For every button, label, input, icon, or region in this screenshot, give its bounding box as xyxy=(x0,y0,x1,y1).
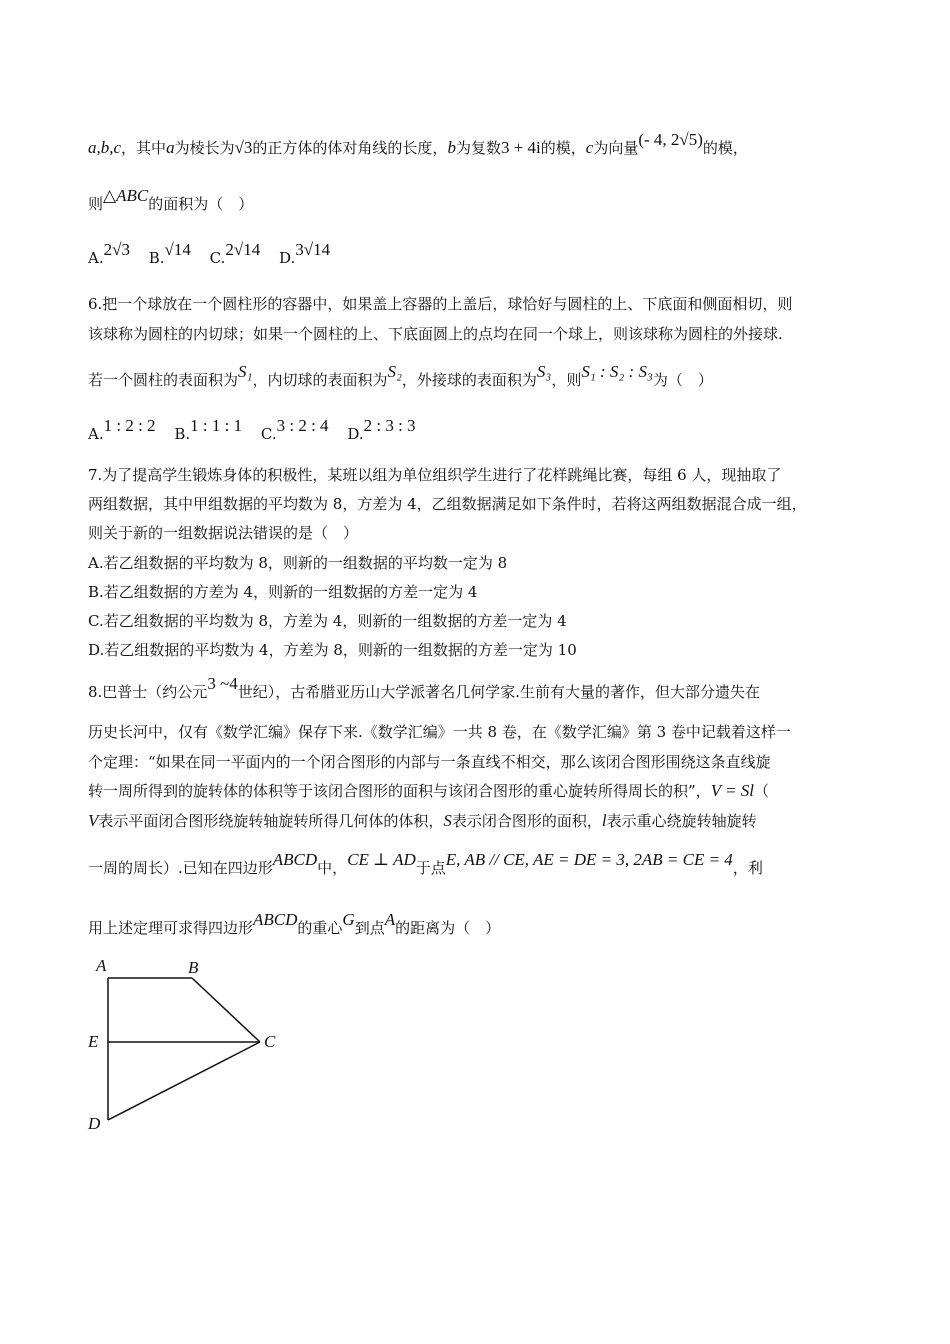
q8-line4: 转一周所得到的旋转体的体积等于该闭合图形的面积与该闭合图形的重心旋转所得周长的积”，V = Sl（ xyxy=(88,781,769,800)
label-d: D xyxy=(88,1114,101,1133)
label-e: E xyxy=(88,1032,99,1051)
q7-line1: 7.为了提高学生锻炼身体的积极性，某班以组为单位组织学生进行了花样跳绳比赛，每组 6 人，现抽取了 xyxy=(88,466,782,484)
q7-option-c: C.若乙组数据的平均数为 8，方差为 4，则新的一组数据的方差一定为 4 xyxy=(88,612,567,630)
triangle-abc: △ABC xyxy=(103,186,149,205)
sqrt3: √3 xyxy=(234,138,253,157)
q5-line2: 则△ABC的面积为（ ） xyxy=(88,186,254,213)
q6-option-a: A.1 : 2 : 2 xyxy=(88,416,156,443)
q6-line2: 该球称为圆柱的内切球；如果一个圆柱的上、下底面圆上的点均在同一个球上，则该球称为圆柱的外接球. xyxy=(88,325,783,343)
edge-bc xyxy=(192,978,260,1042)
q6-option-d: D.2 : 3 : 3 xyxy=(347,416,416,443)
label-a: A xyxy=(96,956,107,975)
q8-line6: 一周的周长）.已知在四边形ABCD中，CE ⊥ AD于点E, AB // CE, AE = DE = 3, 2AB = CE = 4，利 xyxy=(88,850,763,877)
figure-svg xyxy=(82,952,292,1142)
q7-option-a: A.若乙组数据的平均数为 8，则新的一组数据的平均数一定为 8 xyxy=(88,554,508,572)
q8-line1: 8.巴普士（约公元3 ~4世纪），古希腊亚历山大学派著名几何学家.生前有大量的著作，但大部分遗失在 xyxy=(88,674,761,701)
vector: (- 4, 2√5) xyxy=(638,130,703,149)
label-c: C xyxy=(264,1032,276,1051)
q5-vars: a,b,c xyxy=(88,138,122,157)
q5-options xyxy=(88,240,344,268)
q7-option-b: B.若乙组数据的方差为 4，则新的一组数据的方差一定为 4 xyxy=(88,583,478,601)
q6-options xyxy=(88,416,430,444)
q6-option-c: C.3 : 2 : 4 xyxy=(260,416,329,443)
q8-line2: 历史长河中，仅有《数学汇编》保存下来.《数学汇编》一共 8 卷，在《数学汇编》第 3 卷中记载着这样一 xyxy=(88,723,791,741)
q6-line3: 若一个圆柱的表面积为S₁，内切球的表面积为S₂，外接球的表面积为S₃，则S₁ : S₂ : S₃为（ ） xyxy=(88,362,713,389)
q5-option-a: A.2√3 xyxy=(88,240,130,267)
q7-option-d: D.若乙组数据的平均数为 4，方差为 8，则新的一组数据的方差一定为 10 xyxy=(88,641,577,659)
q5-line1: a,b,c，其中a为棱长为√3的正方体的体对角线的长度，b为复数3 + 4i的模，c为向量(- 4, 2√5)的模， xyxy=(88,130,748,157)
q8-line3: 个定理：“如果在同一平面内的一个闭合图形的内部与一条直线不相交，那么该闭合图形围绕这条直线旋 xyxy=(88,753,771,771)
q5-option-d: D.3√14 xyxy=(279,240,331,267)
edge-cd xyxy=(108,1042,260,1120)
q5-option-c: C.2√14 xyxy=(209,240,261,267)
label-b: B xyxy=(188,958,199,977)
complex-number: 3 + 4i xyxy=(500,138,541,157)
q7-line2: 两组数据，其中甲组数据的平均数为 8，方差为 4，乙组数据满足如下条件时，若将这两组数据混合成一组， xyxy=(88,495,807,513)
q6-option-b: B.1 : 1 : 1 xyxy=(174,416,243,443)
q8-line7: 用上述定理可求得四边形ABCD的重心G到点A的距离为（ ） xyxy=(88,910,501,937)
q6-line1: 6.把一个球放在一个圆柱形的容器中，如果盖上容器的上盖后，球恰好与圆柱的上、下底面和侧面相切，则 xyxy=(88,295,793,313)
quadrilateral-figure xyxy=(82,952,292,1142)
q7-line3: 则关于新的一组数据说法错误的是（ ） xyxy=(88,524,359,542)
q8-line5: V表示平面闭合图形绕旋转轴旋转所得几何体的体积，S表示闭合图形的面积，l表示重心绕旋转轴旋转 xyxy=(88,811,757,830)
q5-option-b: B.√14 xyxy=(148,240,191,267)
